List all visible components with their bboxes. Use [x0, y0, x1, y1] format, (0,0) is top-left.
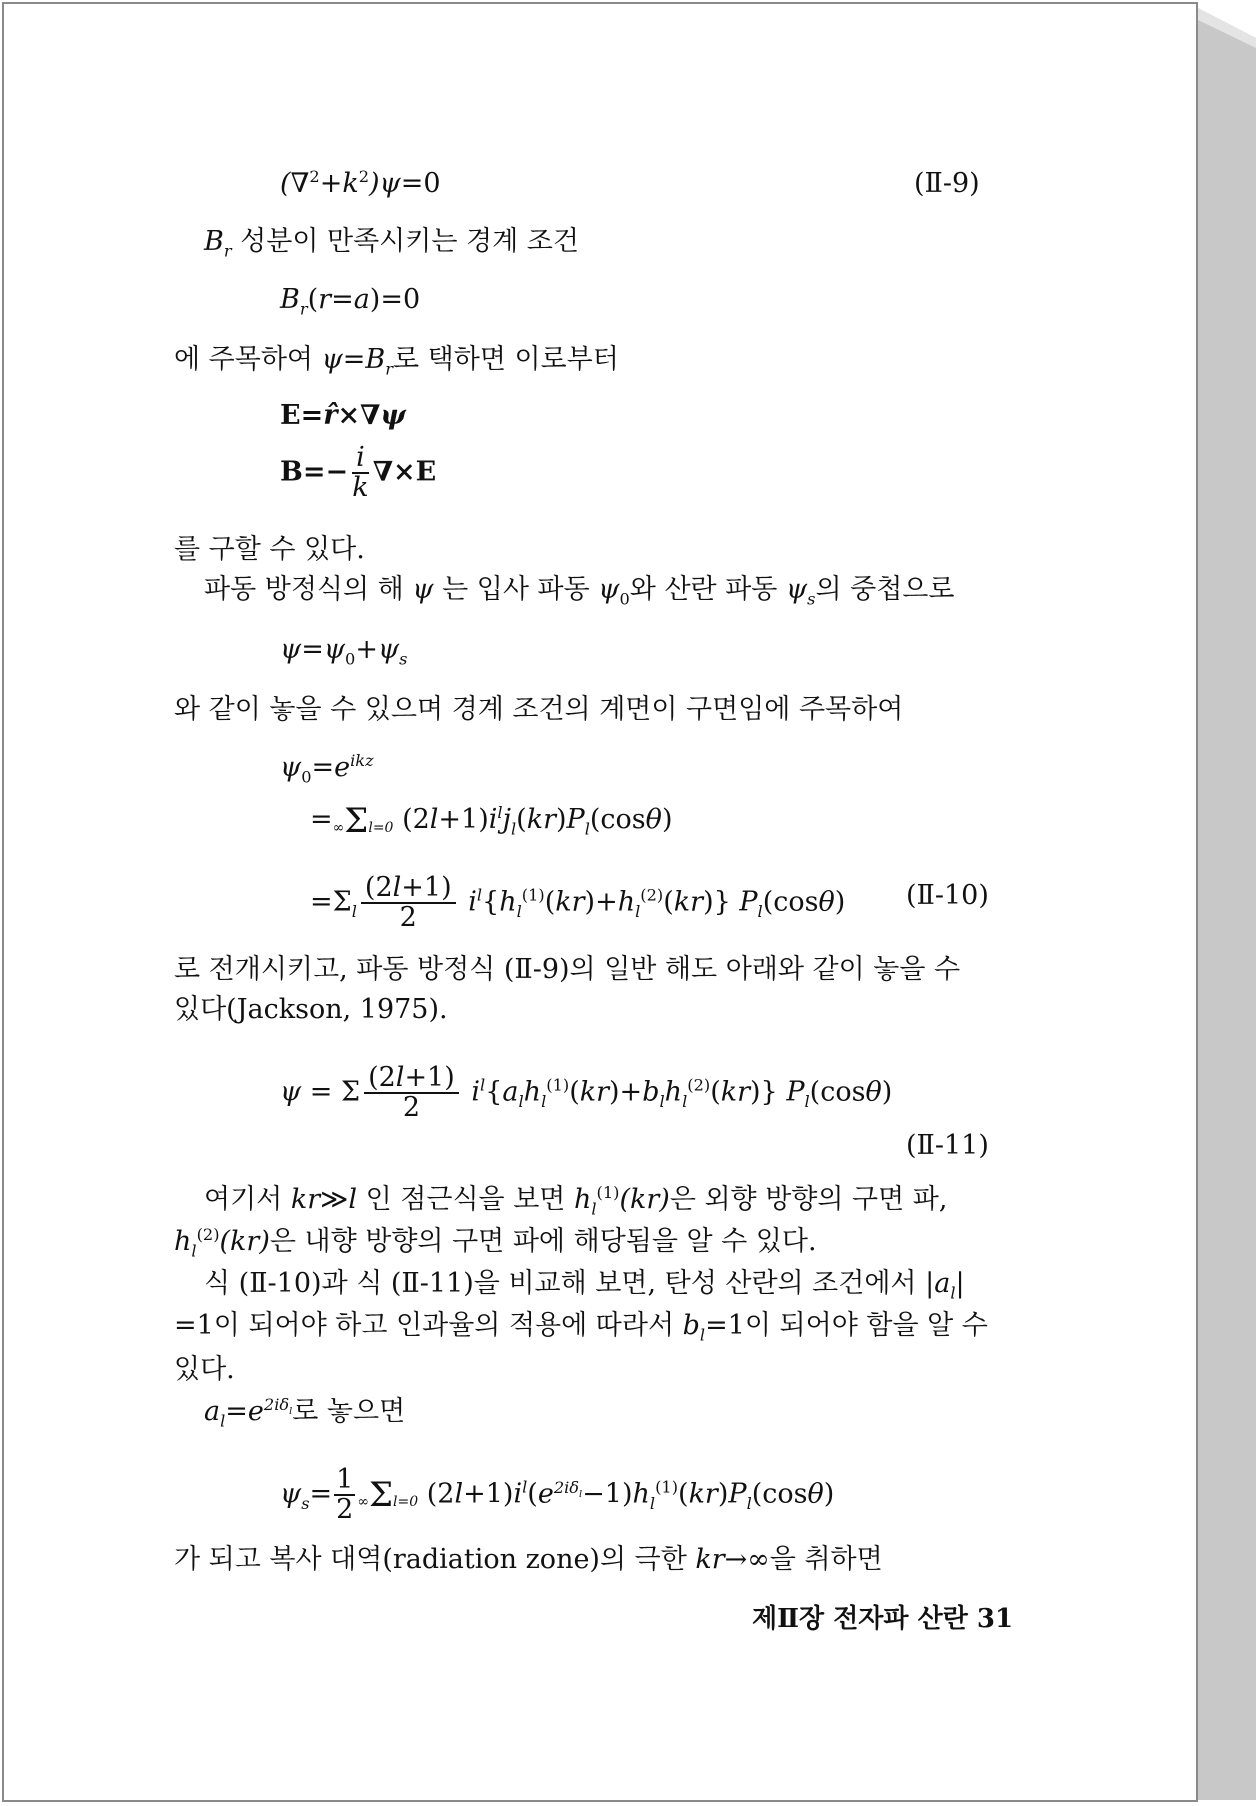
paragraph-expand-2: 있다(Jackson, 1975).	[174, 994, 448, 1025]
equation-plane-wave: $\psi_0=e^{ikz}$	[280, 751, 374, 787]
paragraph-set-al: $a_l=e^{2i\delta_l}$로 놓으면	[204, 1395, 406, 1431]
page-footer: 제Ⅱ장 전자파 산란 31	[752, 1604, 1014, 1634]
paragraph-asymptotic-1: 여기서 kr≫l 인 점근식을 보면 $h_l^{(1)}(kr)$은 외향 방향의 구면 파,	[204, 1183, 948, 1219]
paragraph-wave-solution: 파동 방정식의 해 ψ 는 입사 파동 $\psi_0$와 산란 파동 $\psi_s$의 중첩으로	[204, 574, 955, 609]
eq-number-II-10: (Ⅱ-10)	[906, 880, 989, 911]
equation-II-10: $=\Sigma_l$ $\frac{(2l+1)}{2}$ $i^l\{h_l^{(1)}(kr)+h_l^{(2)}(kr)\}$ $P_l(\cos\theta)$	[310, 872, 846, 933]
equation-partial-wave-expansion: =∞Σl=0 $(2l+1)i^lj_l(kr)P_l(\cos\theta)$	[310, 800, 673, 841]
equation-II-9: $(\nabla^2+k^2)\psi=0$	[280, 167, 441, 199]
eq-number-II-9: (Ⅱ-9)	[914, 168, 980, 199]
paragraph-expand-1: 로 전개시키고, 파동 방정식 (Ⅱ-9)의 일반 해도 아래와 같이 놓을 수	[174, 954, 961, 985]
paragraph-choose-psi: 에 주목하여 $\psi=B_r$로 택하면 이로부터	[174, 344, 619, 379]
paragraph-br-boundary: $B_r$ 성분이 만족시키는 경계 조건	[204, 226, 579, 261]
book-page	[2, 2, 1198, 1802]
equation-boundary: $B_r(r=a)=0$	[280, 284, 421, 319]
equation-II-11: ψ = Σ $\frac{(2l+1)}{2}$ $i^l\{a_lh_l^{(1)}(kr)+b_lh_l^{(2)}(kr)\}$ $P_l(\cos\theta)$	[280, 1062, 893, 1123]
page-stack-edge	[1198, 8, 1256, 1800]
paragraph-compare-3: 있다.	[174, 1354, 235, 1385]
equation-superposition: $\psi=\psi_0+\psi_s$	[280, 634, 408, 669]
paragraph-obtain: 를 구할 수 있다.	[174, 534, 365, 565]
paragraph-spherical: 와 같이 놓을 수 있으며 경계 조건의 계면이 구면임에 주목하여	[174, 694, 904, 725]
paragraph-radiation-zone: 가 되고 복사 대역(radiation zone)의 극한 kr→∞을 취하면	[174, 1544, 883, 1575]
paragraph-compare-1: 식 (Ⅱ-10)과 식 (Ⅱ-11)을 비교해 보면, 탄성 산란의 조건에서 $|a_l|$	[204, 1268, 965, 1303]
equation-E: E=r̂×∇ψ	[280, 400, 406, 431]
equation-scattered-wave: $\psi_s=$ $\frac{1}{2}$ ∞Σl=0 $(2l+1)i^l(e^{2i\delta_l}-1)h_l^{(1)}(kr)P_l(\cos\theta)$	[280, 1464, 835, 1525]
paragraph-compare-2: =1이 되어야 하고 인과율의 적용에 따라서 $b_l=1$이 되어야 함을 알 수	[174, 1310, 988, 1345]
eq-number-II-11: (Ⅱ-11)	[906, 1130, 989, 1161]
equation-B: B=− $\frac{i}{k}$ ∇×E	[280, 442, 437, 503]
paragraph-asymptotic-2: $h_l^{(2)}(kr)$은 내향 방향의 구면 파에 해당됨을 알 수 있다.	[174, 1225, 817, 1261]
